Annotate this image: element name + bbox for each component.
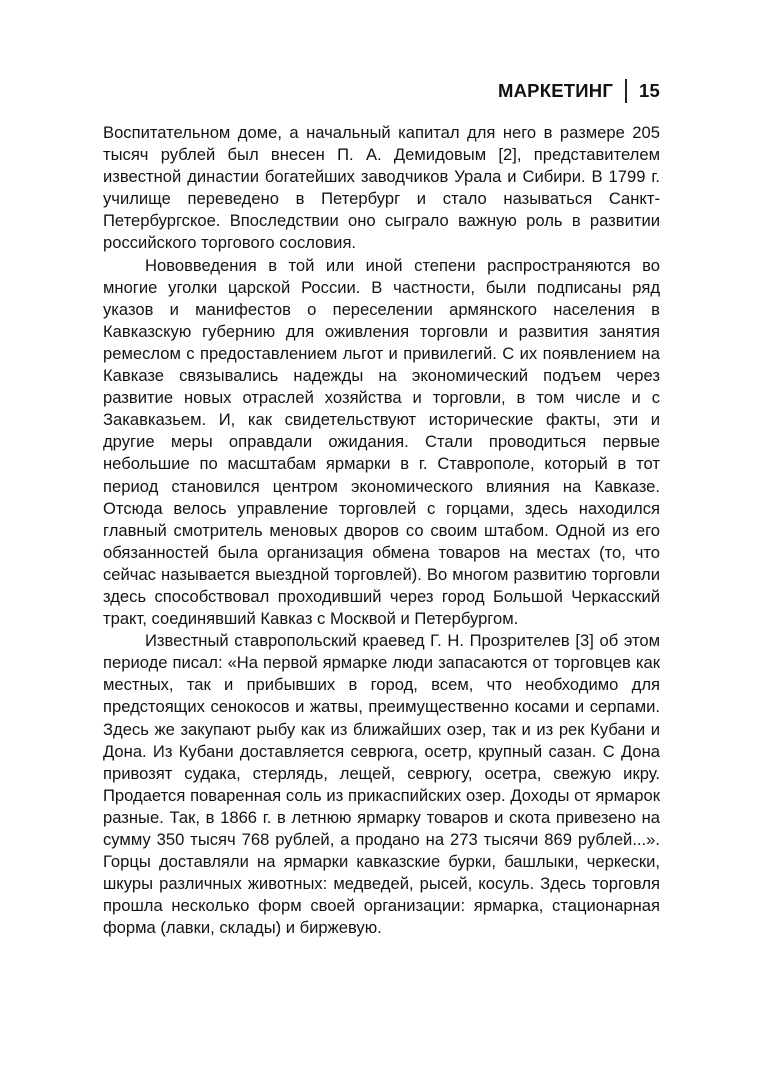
body-text	[103, 122, 660, 939]
header-divider	[625, 79, 627, 103]
paragraph: Нововведения в той или иной степени распространяются во многие уголки царской России. В частности, были подписаны ряд указов и манифестов о переселении армянского населения в Кавказскую губернию для оживления торговли и развития занятия ремеслом с предоставлением льгот и привилегий. С их появлением на Кавказе связывались надежды на экономический подъем через развитие новых отраслей хозяйства и торговли, в том числе и с Закавказьем. И, как свидетельствуют исторические факты, эти и другие меры оправдали ожидания. Стали проводиться первые небольшие по масштабам ярмарки в г. Ставрополе, который в тот период становился центром экономического влияния на Кавказе. Отсюда велось управление торговлей с горцами, здесь находился главный смотритель меновых дворов со своим штабом. Одной из его обязанностей была организация обмена товаров на местах (то, что сейчас называется выездной торговлей). Во многом развитию торговли здесь способствовал проходивший через город Большой Черкасский тракт, соединявший Кавказ с Москвой и Петербургом.	[103, 255, 660, 629]
section-title: МАРКЕТИНГ	[498, 80, 614, 101]
paragraph: Воспитательном доме, а начальный капитал для него в размере 205 тысяч рублей был внесен П. А. Демидовым [2], представителем известной династии богатейших заводчиков Урала и Сибири. В 1799 г. училище переведено в Петербург и стало называться Санкт-Петербургское. Впоследствии оно сыграло важную роль в развитии российского торгового сословия.	[103, 123, 660, 253]
running-header	[498, 76, 660, 106]
paragraph: Известный ставропольский краевед Г. Н. Прозрителев [3] об этом периоде писал: «На первой ярмарке люди запасаются от торговцев как местных, так и прибывших в город, всем, что необходимо для предстоящих сенокосов и жатвы, преимущественно косами и серпами. Здесь же закупают рыбу как из ближайших озер, так и из рек Кубани и Дона. Из Кубани доставляется севрюга, осетр, крупный сазан. С Дона привозят судака, стерлядь, лещей, севрюгу, осетра, свежую икру. Продается поваренная соль из прикаспийских озер. Доходы от ярмарок разные. Так, в 1866 г. в летнюю ярмарку товаров и скота привезено на сумму 350 тысяч 768 рублей, а продано на 273 тысячи 869 рублей...». Горцы доставляли на ярмарки кавказские бурки, башлыки, черкески, шкуры различных животных: медведей, рысей, косуль. Здесь торговля прошла несколько форм своей организации: ярмарка, стационарная форма (лавки, склады) и биржевую.	[103, 631, 660, 938]
page-number: 15	[639, 80, 660, 101]
